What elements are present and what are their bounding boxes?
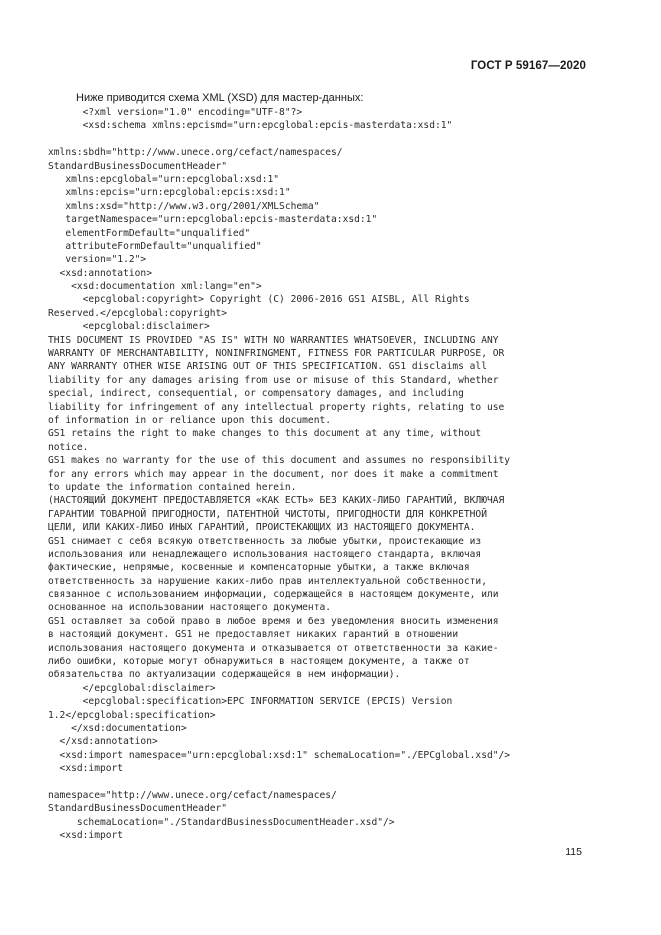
code-line: ГАРАНТИИ ТОВАРНОЙ ПРИГОДНОСТИ, ПАТЕНТНОЙ ЧИСТОТЫ, ПРИГОДНОСТИ ДЛЯ КОНКРЕТНОЙ [48, 508, 487, 520]
code-line: использования настоящего документа и отказывается от ответственности за какие- [48, 642, 499, 654]
code-line: <xsd:documentation xml:lang="en"> [48, 281, 262, 293]
code-line: xmlns:sbdh="http://www.unece.org/cefact/namespaces/ [48, 147, 343, 159]
code-line: liability for infringement of any intellectual property rights, relating to use [48, 401, 505, 413]
standard-designation: ГОСТ Р 59167—2020 [470, 60, 586, 72]
code-line: фактические, непрямые, косвенные и компенсаторные убытки, а также включая [48, 562, 470, 574]
code-line: targetNamespace="urn:epcglobal:epcis-masterdata:xsd:1" [48, 214, 378, 226]
code-line: GS1 makes no warranty for the use of this document and assumes no responsibility [48, 455, 511, 467]
code-line: special, indirect, consequential, or compensatory damages, and including [48, 388, 464, 400]
code-line [48, 776, 608, 789]
code-line: version="1.2"> [48, 254, 147, 266]
code-line: elementFormDefault="unqualified" [48, 227, 251, 239]
code-line: to update the information contained herein. [48, 481, 297, 493]
code-line: 1.2</epcglobal:specification> [48, 709, 216, 721]
code-line: attributeFormDefault="unqualified" [48, 240, 262, 252]
code-line: schemaLocation="./StandardBusinessDocumentHeader.xsd"/> [48, 816, 395, 828]
code-line: liability for any damages arising from use or misuse of this Standard, whether [48, 374, 499, 386]
intro-text: Ниже приводится схема XML (XSD) для мастер-данных: [76, 92, 364, 104]
code-line: of information in or reliance upon this document. [48, 414, 332, 426]
code-line: namespace="http://www.unece.org/cefact/namespaces/ [48, 789, 337, 801]
code-line: <xsd:import [48, 830, 124, 842]
code-line: StandardBusinessDocumentHeader" [48, 160, 228, 172]
code-line: notice. [48, 441, 89, 453]
code-line: <xsd:import [48, 763, 124, 775]
code-line: ЦЕЛИ, ИЛИ КАКИХ-ЛИБО ИНЫХ ГАРАНТИЙ, ПРОИСТЕКАЮЩИХ ИЗ НАСТОЯЩЕГО ДОКУМЕНТА. [48, 522, 476, 534]
code-line: связанное с использованием информации, содержащейся в настоящем документе, или [48, 589, 499, 601]
code-line: либо ошибки, которые могут обнаружиться в настоящем документе, а также от [48, 656, 470, 668]
code-line: for any errors which may appear in the document, nor does it make a commitment [48, 468, 499, 480]
code-line: <epcglobal:disclaimer> [48, 321, 210, 333]
code-line: xmlns:epcis="urn:epcglobal:epcis:xsd:1" [48, 187, 291, 199]
code-line: основанное на использовании настоящего документа. [48, 602, 332, 614]
code-line: <xsd:annotation> [48, 267, 152, 279]
code-line: (НАСТОЯЩИЙ ДОКУМЕНТ ПРЕДОСТАВЛЯЕТСЯ «КАК ЕСТЬ» БЕЗ КАКИХ-ЛИБО ГАРАНТИЙ, ВКЛЮЧАЯ [48, 495, 505, 507]
code-line: GS1 retains the right to make changes to this document at any time, without [48, 428, 482, 440]
code-line: THIS DOCUMENT IS PROVIDED "AS IS" WITH NO WARRANTIES WHATSOEVER, INCLUDING ANY [48, 334, 499, 346]
page-number: 115 [565, 846, 582, 858]
code-line: </xsd:documentation> [48, 722, 187, 734]
code-line: <epcglobal:specification>EPC INFORMATION SERVICE (EPCIS) Version [48, 696, 453, 708]
code-line: <xsd:schema xmlns:epcismd="urn:epcglobal:epcis-masterdata:xsd:1" [48, 120, 453, 132]
code-line: ANY WARRANTY OTHER WISE ARISING OUT OF THIS SPECIFICATION. GS1 disclaims all [48, 361, 487, 373]
code-line: GS1 оставляет за собой право в любое время и без уведомления вносить изменения [48, 615, 499, 627]
code-line: <xsd:import namespace="urn:epcglobal:xsd:1" schemaLocation="./EPCglobal.xsd"/> [48, 749, 511, 761]
code-line: <epcglobal:copyright> Copyright (C) 2006-2016 GS1 AISBL, All Rights [48, 294, 470, 306]
code-line [48, 133, 608, 146]
code-line: xmlns:xsd="http://www.w3.org/2001/XMLSchema" [48, 200, 320, 212]
code-line: Reserved.</epcglobal:copyright> [48, 307, 228, 319]
code-line: StandardBusinessDocumentHeader" [48, 803, 228, 815]
code-line: ответственность за нарушение каких-либо прав интеллектуальной собственности, [48, 575, 487, 587]
xsd-code-listing [48, 106, 608, 842]
code-line: GS1 снимает с себя всякую ответственность за любые убытки, проистекающие из [48, 535, 482, 547]
code-line: в настоящий документ. GS1 не предоставляет никаких гарантий в отношении [48, 629, 459, 641]
code-line: обязательства по актуализации содержащейся в нем информации). [48, 669, 401, 681]
code-line: xmlns:epcglobal="urn:epcglobal:xsd:1" [48, 173, 280, 185]
code-line: </xsd:annotation> [48, 736, 158, 748]
code-line: <?xml version="1.0" encoding="UTF-8"?> [48, 107, 303, 118]
code-line: </epcglobal:disclaimer> [48, 682, 216, 694]
code-line: WARRANTY OF MERCHANTABILITY, NONINFRINGMENT, FITNESS FOR PARTICULAR PURPOSE, OR [48, 348, 505, 360]
code-line: использования или ненадлежащего использования настоящего стандарта, включая [48, 548, 482, 560]
